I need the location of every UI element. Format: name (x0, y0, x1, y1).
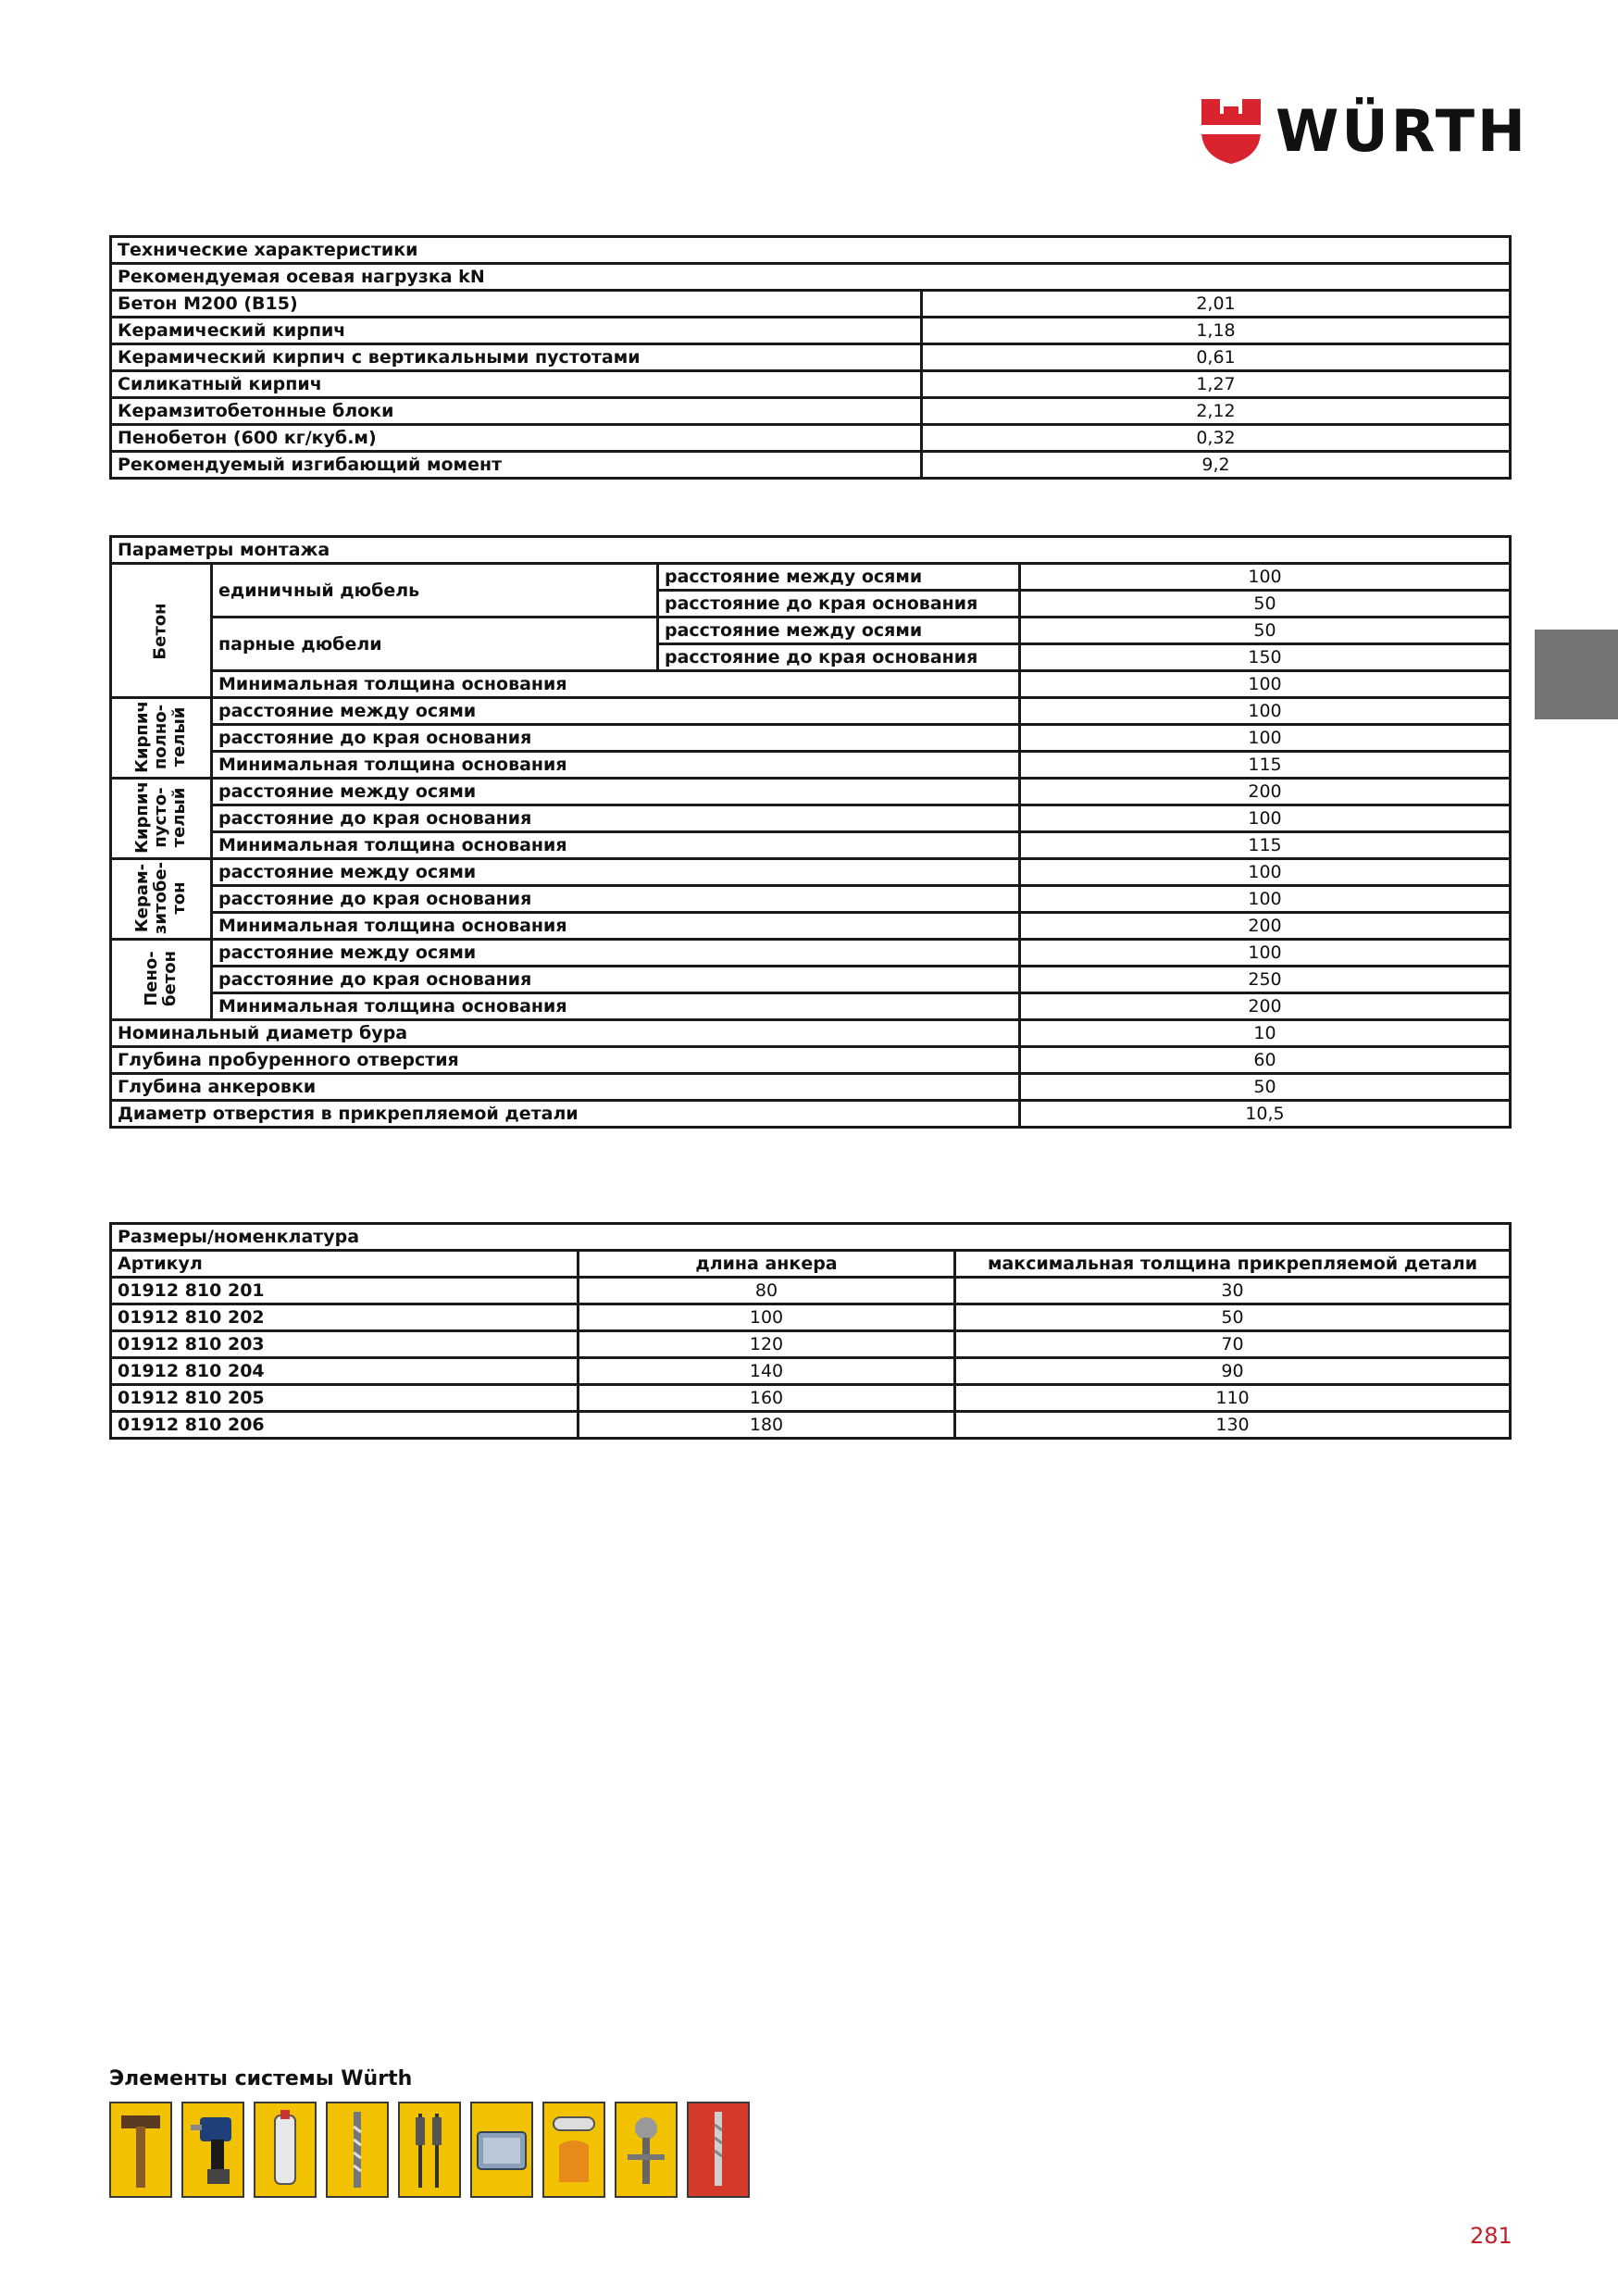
wurth-logo (1201, 96, 1528, 167)
tech-row (111, 318, 1511, 344)
tech-subtitle: Рекомендуемая осевая нагрузка kN (111, 264, 1511, 291)
safety-gear-icon (542, 2102, 605, 2198)
max-thickness: 70 (955, 1331, 1511, 1358)
param-label: Глубина анкеровки (111, 1074, 1020, 1101)
param-label: расстояние до края основания (212, 725, 1020, 752)
param-label: расстояние между осями (658, 564, 1020, 591)
param-value: 200 (1020, 993, 1511, 1020)
table-row (111, 1412, 1511, 1439)
tech-specs-table (109, 235, 1512, 480)
anchor-length: 120 (579, 1331, 955, 1358)
param-value: 115 (1020, 832, 1511, 859)
tech-row (111, 344, 1511, 371)
param-label: Номинальный диаметр бура (111, 1020, 1020, 1047)
param-label: расстояние между осями (212, 940, 1020, 967)
anchor-length: 100 (579, 1304, 955, 1331)
max-thickness: 50 (955, 1304, 1511, 1331)
case-icon (470, 2102, 533, 2198)
mount-row (111, 832, 1511, 859)
param-label: Минимальная толщина основания (212, 832, 1020, 859)
param-value: 100 (1020, 698, 1511, 725)
mount-row (111, 913, 1511, 940)
mount-row (111, 993, 1511, 1020)
param-value: 100 (1020, 725, 1511, 752)
param-value: 250 (1020, 967, 1511, 993)
article-number: 01912 810 206 (111, 1412, 579, 1439)
section-tab-marker (1535, 630, 1618, 719)
tech-row-value: 0,61 (922, 344, 1511, 371)
brand-name: WÜRTH (1276, 97, 1528, 165)
tech-row-label: Керамзитобетонные блоки (111, 398, 922, 425)
group-label: Керам- зитобе- тон (111, 859, 212, 940)
param-label: расстояние до края основания (658, 644, 1020, 671)
param-value: 100 (1020, 886, 1511, 913)
param-value: 200 (1020, 779, 1511, 805)
group-label: Кирпич пусто- телый (111, 779, 212, 859)
param-value: 50 (1020, 618, 1511, 644)
mount-row (111, 698, 1511, 725)
hammer-icon (109, 2102, 172, 2198)
tech-row-label: Керамический кирпич (111, 318, 922, 344)
mounting-params-table (109, 535, 1512, 1129)
tech-row-value: 2,01 (922, 291, 1511, 318)
mount-row (111, 940, 1511, 967)
article-number: 01912 810 204 (111, 1358, 579, 1385)
sizes-title: Размеры/номенклатура (111, 1224, 1511, 1251)
max-thickness: 130 (955, 1412, 1511, 1439)
article-number: 01912 810 205 (111, 1385, 579, 1412)
max-thickness: 30 (955, 1278, 1511, 1304)
mount-row (111, 1074, 1511, 1101)
mount-row (111, 725, 1511, 752)
param-label: Диаметр отверстия в прикрепляемой детали (111, 1101, 1020, 1128)
param-value: 100 (1020, 671, 1511, 698)
param-label: расстояние между осями (212, 779, 1020, 805)
hammer-drill-icon (181, 2102, 244, 2198)
tech-row-label: Рекомендуемый изгибающий момент (111, 452, 922, 479)
mount-row (111, 859, 1511, 886)
tech-row-value: 0,32 (922, 425, 1511, 452)
mount-row (111, 779, 1511, 805)
mount-row (111, 1047, 1511, 1074)
wurth-emblem-icon (1201, 99, 1261, 164)
group-label-beton: Бетон (111, 564, 212, 698)
table-row (111, 1385, 1511, 1412)
param-label: расстояние до края основания (658, 591, 1020, 618)
tech-title: Технические характеристики (111, 237, 1511, 264)
param-value: 100 (1020, 805, 1511, 832)
param-label: Минимальная толщина основания (212, 752, 1020, 779)
col-header-max-thickness: максимальная толщина прикрепляемой детали (955, 1251, 1511, 1278)
article-number: 01912 810 202 (111, 1304, 579, 1331)
param-label: Минимальная толщина основания (212, 671, 1020, 698)
param-value: 60 (1020, 1047, 1511, 1074)
mount-row (111, 1101, 1511, 1128)
param-label: расстояние до края основания (212, 967, 1020, 993)
article-number: 01912 810 201 (111, 1278, 579, 1304)
mount-row (111, 1020, 1511, 1047)
table-row (111, 1278, 1511, 1304)
tech-row-label: Пенобетон (600 кг/куб.м) (111, 425, 922, 452)
param-value: 10 (1020, 1020, 1511, 1047)
single-anchor-label: единичный дюбель (212, 564, 658, 618)
tech-row-value: 9,2 (922, 452, 1511, 479)
tech-row (111, 452, 1511, 479)
param-value: 50 (1020, 591, 1511, 618)
param-value: 10,5 (1020, 1101, 1511, 1128)
param-label: расстояние до края основания (212, 805, 1020, 832)
group-label: Пено- бетон (111, 940, 212, 1020)
cleaning-brush-icon (398, 2102, 461, 2198)
anchor-length: 180 (579, 1412, 955, 1439)
tech-row (111, 291, 1511, 318)
tech-row (111, 398, 1511, 425)
table-row (111, 1331, 1511, 1358)
param-value: 50 (1020, 1074, 1511, 1101)
param-value: 100 (1020, 940, 1511, 967)
tech-row-value: 1,18 (922, 318, 1511, 344)
sizes-table (109, 1222, 1512, 1440)
tech-row-value: 2,12 (922, 398, 1511, 425)
max-thickness: 90 (955, 1358, 1511, 1385)
anchor-length: 140 (579, 1358, 955, 1385)
param-value: 100 (1020, 859, 1511, 886)
col-header-length: длина анкера (579, 1251, 955, 1278)
anchor-length: 160 (579, 1385, 955, 1412)
param-label: Глубина пробуренного отверстия (111, 1047, 1020, 1074)
param-value: 115 (1020, 752, 1511, 779)
table-row (111, 1358, 1511, 1385)
drill-bit-red-icon (687, 2102, 750, 2198)
param-value: 200 (1020, 913, 1511, 940)
param-label: расстояние между осями (212, 698, 1020, 725)
param-value: 100 (1020, 564, 1511, 591)
col-header-article: Артикул (111, 1251, 579, 1278)
anchor-length: 80 (579, 1278, 955, 1304)
group-label: Кирпич полно- телый (111, 698, 212, 779)
mount-row (111, 886, 1511, 913)
param-label: Минимальная толщина основания (212, 913, 1020, 940)
tech-row-label: Керамический кирпич с вертикальными пустотами (111, 344, 922, 371)
param-label: расстояние между осями (658, 618, 1020, 644)
param-label: расстояние между осями (212, 859, 1020, 886)
mount-title: Параметры монтажа (111, 537, 1511, 564)
tech-row-value: 1,27 (922, 371, 1511, 398)
page-number: 281 (1470, 2223, 1512, 2249)
tech-row (111, 425, 1511, 452)
table-row (111, 1304, 1511, 1331)
setting-tool-icon (615, 2102, 678, 2198)
system-elements-strip (109, 2102, 750, 2198)
drill-bit-icon (326, 2102, 389, 2198)
mount-row (111, 967, 1511, 993)
blow-pump-icon (254, 2102, 317, 2198)
system-elements-title: Элементы системы Würth (109, 2067, 413, 2090)
tech-row-label: Бетон М200 (В15) (111, 291, 922, 318)
param-label: расстояние до края основания (212, 886, 1020, 913)
mount-row (111, 805, 1511, 832)
pair-anchor-label: парные дюбели (212, 618, 658, 671)
article-number: 01912 810 203 (111, 1331, 579, 1358)
tech-row-label: Силикатный кирпич (111, 371, 922, 398)
tech-row (111, 371, 1511, 398)
param-value: 150 (1020, 644, 1511, 671)
max-thickness: 110 (955, 1385, 1511, 1412)
mount-row (111, 752, 1511, 779)
param-label: Минимальная толщина основания (212, 993, 1020, 1020)
